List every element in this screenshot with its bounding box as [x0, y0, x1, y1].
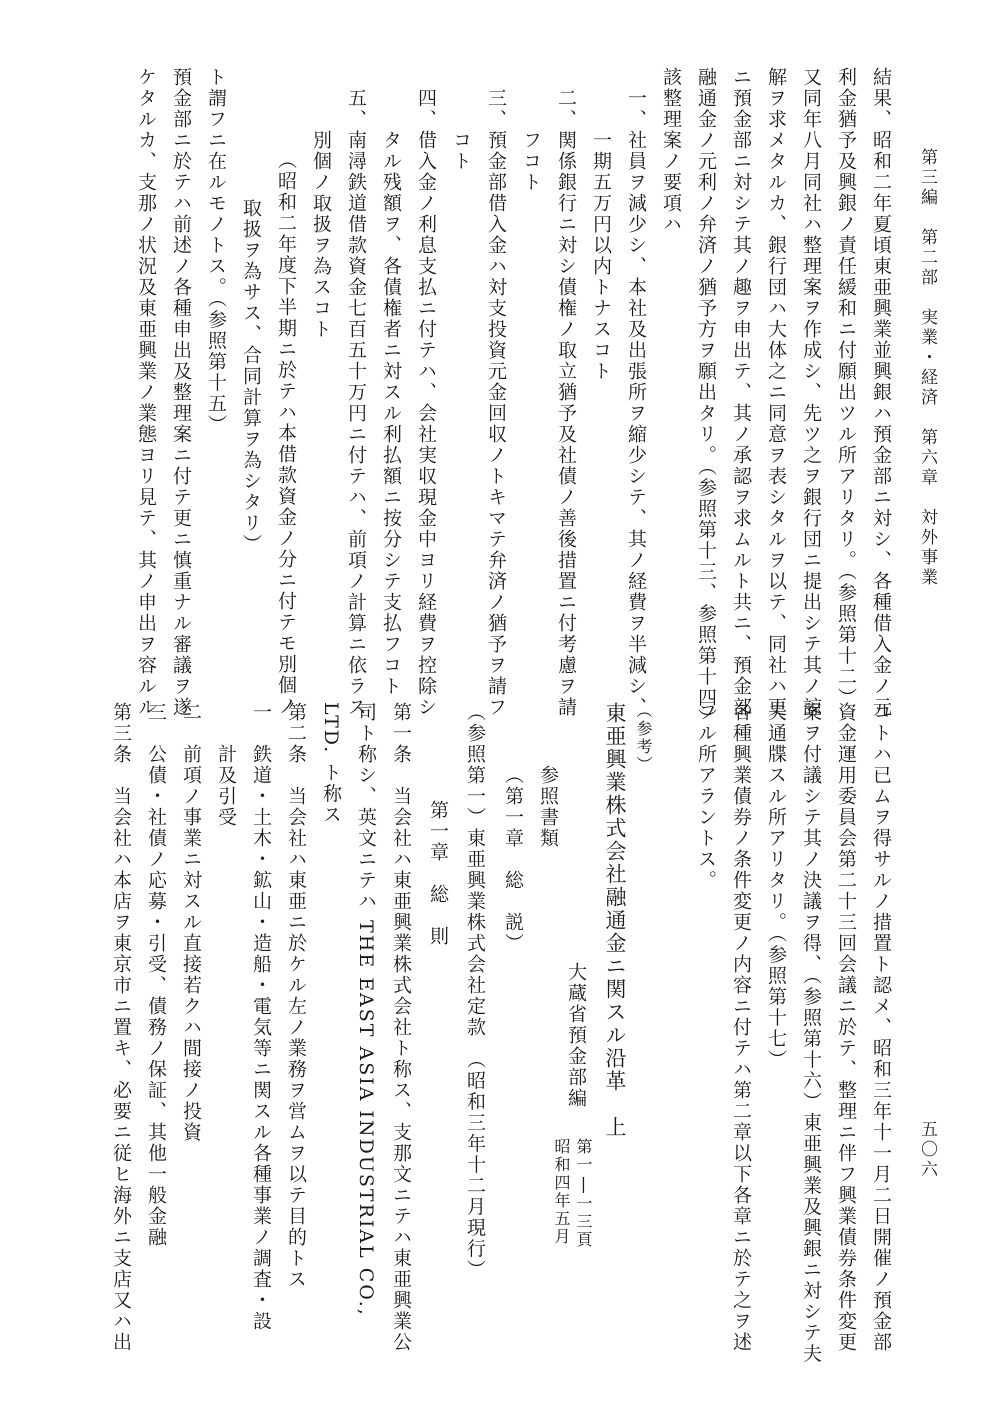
- article-2-item-1-line-1: 一 鉄道・土木・鉱山・造船・電気等ニ関スル各種事業ノ調査・設: [250, 702, 272, 1332]
- upper-col-12: 三、預金部借入金ハ対支投資元金回収ノトキマテ弁済ノ猶予ヲ請フ: [485, 88, 507, 718]
- page-number: 五〇六: [917, 1120, 937, 1180]
- citation-pages: 第一|一三頁: [574, 1138, 593, 1249]
- upper-col-3: 又同年八月同社ハ整理案ヲ作成シ、先ツ之ヲ銀行団ニ提出シテ其ノ諒: [800, 67, 822, 718]
- reference-heading: 参照書類: [537, 765, 559, 849]
- upper-col-2: 利金猶予及興銀ノ責任緩和ニ付願出ツル所アリタリ。（参照第十二）: [835, 67, 857, 709]
- upper-col-8: 一、社員ヲ減少シ、本社及出張所ヲ縮少シテ、其ノ経費ヲ半減シ、: [625, 88, 647, 718]
- article-3: 第三条 当会社ハ本店ヲ東京市ニ置キ、必要ニ従ヒ海外ニ支店又ハ出: [110, 702, 132, 1353]
- document-title: 東亜興業株式会社融通金ニ関スル沿革 上: [603, 702, 627, 1139]
- lower-col-4: 夫通牒スル所アリタリ。（参照第十七）: [765, 702, 787, 1071]
- upper-col-9: 一期五万円以内トナスコト: [590, 130, 612, 382]
- article-2-item-3: 三 公債・社債ノ応募・引受、債務ノ保証、其他一般金融: [145, 702, 167, 1248]
- upper-col-16: 五、南潯鉄道借款資金七百五十万円ニ付テハ、前項ノ計算ニ依ラス: [345, 88, 367, 718]
- compiler: 大蔵省預金部編: [565, 962, 587, 1109]
- upper-col-13: コト: [450, 130, 472, 172]
- section-divider: [70, 681, 950, 682]
- lower-col-6: フル所アラントス。: [695, 702, 717, 891]
- upper-col-6: 融通金ノ元利ノ弁済ノ猶予方ヲ願出タリ。（参照第十三、参照第十四）: [695, 67, 717, 730]
- article-1-line-1: 第一条 当会社ハ東亜興業株式会社ト称ス、支那文ニテハ東亜興業公: [390, 702, 412, 1353]
- upper-col-15: タル残額ヲ、各債権者ニ対スル利払額ニ按分シテ支払フコト: [380, 130, 402, 697]
- upper-col-18: （昭和二年度下半期ニ於テハ本借款資金ノ分ニ付テモ別個ノ: [275, 150, 297, 717]
- upper-col-1: 結果、昭和二年夏頃東亜興業並興銀ハ預金部ニ対シ、各種借入金ノ元: [870, 67, 892, 718]
- lower-col-3: 案ヲ付議シテ其ノ決議ヲ得、（参照第十六）東亜興業及興銀ニ対シテ夫: [800, 702, 822, 1365]
- article-1-line-2: 司ト称シ、英文ニテハ THE EAST ASIA INDUSTRIAL CO.,: [355, 702, 377, 1317]
- upper-col-5: ニ預金部ニ対シテ其ノ趣ヲ申出テ、其ノ承認ヲ求ムルト共ニ、預金部: [730, 67, 752, 718]
- article-1-line-3: LTD. ト称ス: [320, 702, 342, 826]
- upper-col-4: 解ヲ求メタルカ、銀行団ハ大体之ニ同意ヲ表シタルヲ以テ、同社ハ更: [765, 67, 787, 718]
- lower-col-1: コトハ已ムヲ得サルノ措置ト認メ、昭和三年十一月二日開催ノ預金部: [870, 702, 892, 1353]
- upper-col-11: フコト: [520, 130, 542, 193]
- upper-col-17: 別個ノ取扱ヲ為スコト: [310, 130, 332, 340]
- chapter-general: （第一章 総 説）: [502, 765, 524, 954]
- chapter-1-heading: 第一章 総 則: [427, 800, 449, 947]
- reference-tag: （参考）: [634, 702, 653, 774]
- upper-col-19: 取扱ヲ為サス、合同計算ヲ為シタリ）: [240, 198, 262, 555]
- lower-col-2: 資金運用委員会第二十三回会議ニ於テ、整理ニ伴フ興業債券条件変更: [835, 702, 857, 1353]
- lower-col-5: 各種興業債券ノ条件変更ノ内容ニ付テハ第二章以下各章ニ於テ之ヲ述: [730, 702, 752, 1353]
- running-head: 第三編 第二部 実業・経済 第六章 対外事業: [917, 148, 937, 588]
- reference-1-title: （参照第一）東亜興業株式会社定款 （昭和三年十二月現行）: [464, 702, 486, 1281]
- upper-col-20: ト謂フニ在ルモノトス。（参照第十五）: [205, 67, 227, 436]
- upper-col-14: 四、借入金ノ利息支払ニ付テハ、会社実収現金中ヨリ経費ヲ控除シ: [415, 88, 437, 718]
- upper-col-21: 預金部ニ於テハ前述ノ各種申出及整理案ニ付テ更ニ慎重ナル審議ヲ遂: [170, 67, 192, 718]
- upper-col-7: 該整理案ノ要項ハ: [660, 67, 682, 235]
- upper-col-10: 二、関係銀行ニ対シ債権ノ取立猶予及社債ノ善後措置ニ付考慮ヲ請: [555, 88, 577, 718]
- article-2-item-2: 二 前項ノ事業ニ対スル直接若クハ間接ノ投資: [180, 702, 202, 1143]
- article-2: 第二条 当会社ハ東亜ニ於ケル左ノ業務ヲ営ムヲ以テ目的トス: [285, 702, 307, 1290]
- article-2-item-1-line-2: 計及引受: [215, 744, 237, 828]
- citation-date: 昭和四年五月: [552, 1138, 571, 1246]
- upper-col-22: ケタルカ、支那ノ状況及東亜興業ノ業態ヨリ見テ、其ノ申出ヲ容ルル: [135, 67, 157, 718]
